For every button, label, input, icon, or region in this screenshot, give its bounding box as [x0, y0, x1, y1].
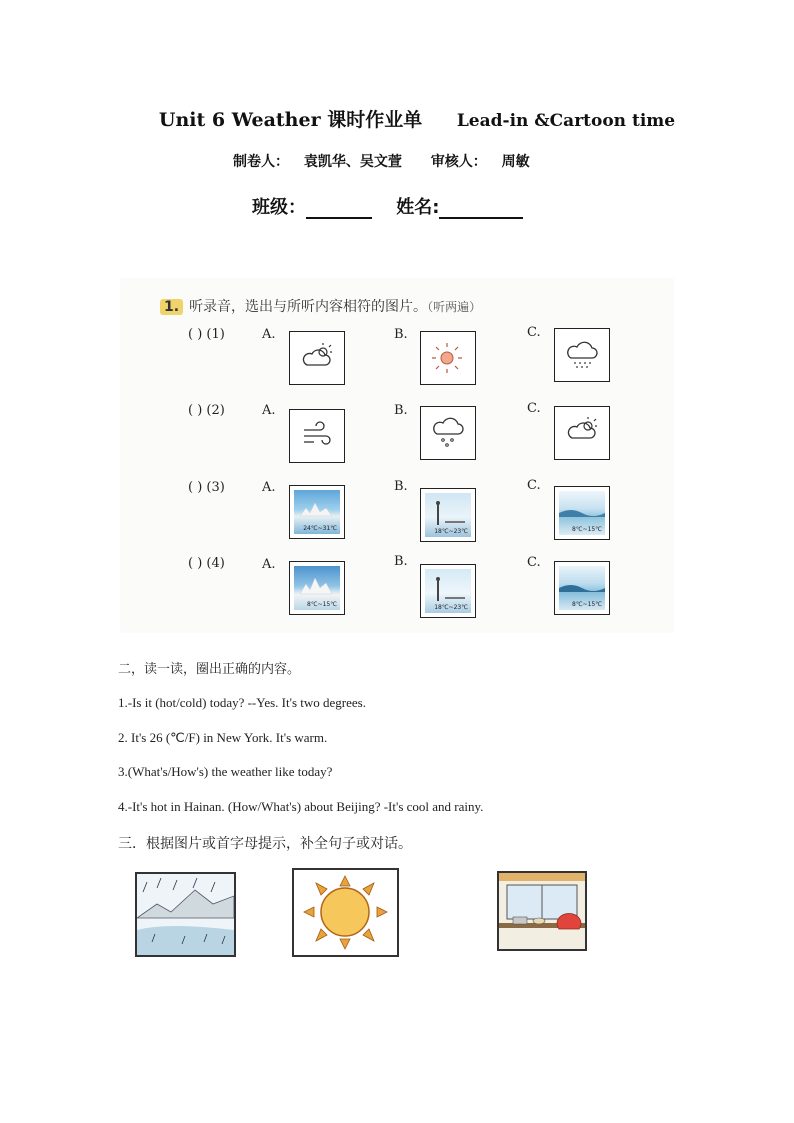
row-3-option-b[interactable]: B. — [394, 479, 408, 494]
partly-cloudy-icon-2[interactable] — [554, 406, 610, 460]
city-photo-d[interactable] — [289, 561, 345, 615]
rain-cloud-icon[interactable] — [554, 328, 610, 382]
rainy-mountain-picture — [135, 872, 236, 957]
city-photo-f[interactable] — [554, 561, 610, 615]
name-blank[interactable] — [439, 199, 523, 219]
windy-icon[interactable] — [289, 409, 345, 463]
city-photo-e[interactable] — [420, 564, 476, 618]
listening-exercise — [120, 278, 674, 633]
row-2-option-b[interactable]: B. — [394, 403, 408, 418]
reviewer-label: 审核人： — [430, 154, 487, 170]
city-photo-c[interactable] — [554, 486, 610, 540]
sun-picture — [292, 868, 399, 957]
page-title — [0, 105, 794, 132]
row-2-option-c[interactable]: C. — [527, 401, 541, 416]
temp-label: 8℃~15℃ — [307, 601, 337, 608]
temp-label: 8℃~15℃ — [572, 601, 602, 608]
snow-cloud-icon[interactable] — [420, 406, 476, 460]
instruction-text: 听录音，选出与所听内容相符的图片。 — [189, 299, 428, 315]
city-photo-a[interactable] — [289, 485, 345, 539]
section-2-heading: 二，读一读，圈出正确的内容。 — [118, 662, 301, 677]
class-label: 班级： — [252, 197, 306, 218]
reviewer-name: 周敏 — [501, 154, 530, 170]
row-1-option-c[interactable]: C. — [527, 325, 541, 340]
row-4-option-a[interactable]: A. — [262, 557, 276, 572]
row-3-label: ( ) (3) — [188, 480, 225, 495]
name-label: 姓名: — [396, 197, 440, 218]
title-main: Unit 6 Weather 课时作业单 — [158, 109, 423, 131]
row-1-option-b[interactable]: B. — [394, 327, 408, 342]
city-photo-b[interactable] — [420, 488, 476, 542]
exercise-number: 1. — [160, 299, 183, 315]
section-2-item-4: 4.-It's hot in Hainan. (How/What's) about Beijing? -It's cool and rainy. — [118, 799, 484, 814]
partly-cloudy-icon[interactable] — [289, 331, 345, 385]
temp-label: 18℃~23℃ — [434, 604, 468, 611]
makers-names: 袁凯华、吴文萱 — [303, 154, 402, 170]
class-name-line — [252, 193, 523, 219]
makers-line — [233, 151, 540, 171]
window-table-picture — [497, 871, 587, 951]
row-2-option-a[interactable]: A. — [262, 403, 276, 418]
row-4-option-c[interactable]: C. — [527, 555, 541, 570]
row-3-option-c[interactable]: C. — [527, 478, 541, 493]
section-2-item-1: 1.-Is it (hot/cold) today? --Yes. It's two degrees. — [118, 695, 366, 710]
section-3-heading: 三．根据图片或首字母提示，补全句子或对话。 — [118, 836, 412, 852]
section-2-item-3: 3.(What's/How's) the weather like today? — [118, 764, 333, 779]
temp-label: 8℃~15℃ — [572, 526, 602, 533]
class-blank[interactable] — [306, 199, 372, 219]
makers-label: 制卷人： — [233, 154, 289, 170]
row-4-label: ( ) (4) — [188, 556, 225, 571]
title-sub: Lead-in &Cartoon time — [456, 111, 676, 131]
row-1-label: ( ) (1) — [188, 327, 225, 342]
temp-label: 18℃~23℃ — [434, 528, 468, 535]
row-3-option-a[interactable]: A. — [262, 480, 276, 495]
section-2-item-2: 2. It's 26 (℃/F) in New York. It's warm. — [118, 730, 328, 745]
row-4-option-b[interactable]: B. — [394, 554, 408, 569]
instruction-note: （听两遍） — [427, 300, 482, 314]
exercise-1-instruction — [160, 296, 481, 316]
sunny-icon[interactable] — [420, 331, 476, 385]
row-2-label: ( ) (2) — [188, 403, 225, 418]
row-1-option-a[interactable]: A. — [262, 327, 276, 342]
temp-label: 24℃~31℃ — [303, 525, 337, 532]
